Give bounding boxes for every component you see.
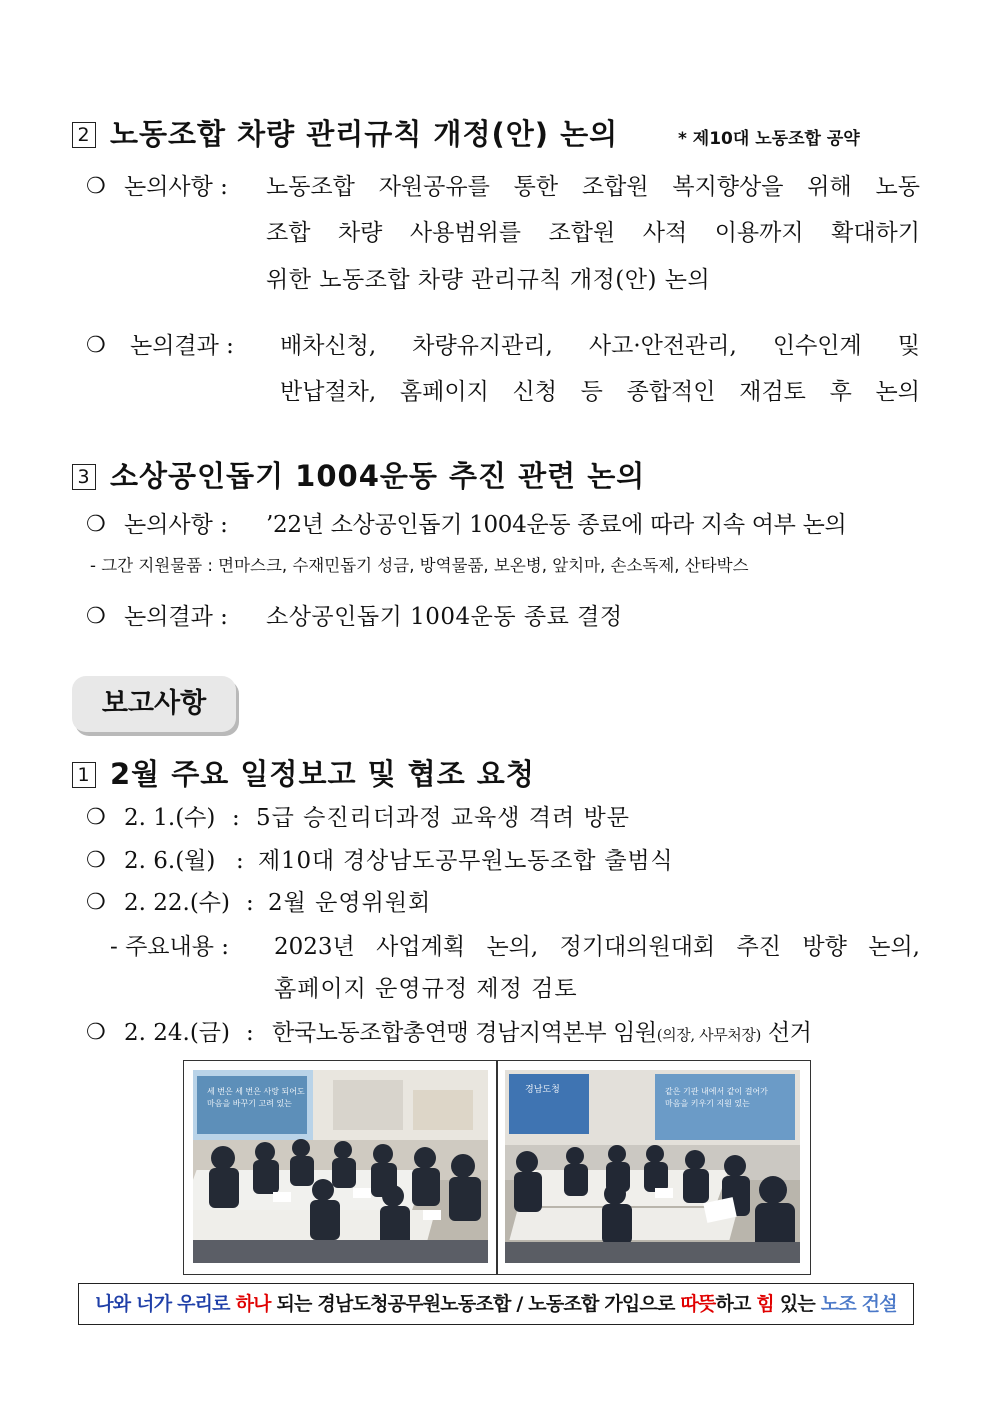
schedule-text: 제10대 경상남도공무원노동조합 출범식 [258,848,674,874]
schedule-text: 2월 운영위원회 [268,890,432,916]
section-3-heading [72,454,645,495]
banner-text: 세 번은 세 번은 사랑 되어도 [207,1087,305,1096]
schedule-text: 한국노동조합총연맹 경남지역본부 임원 [272,1020,657,1046]
item-text: ’22년 소상공인돕기 1004운동 종료에 따라 지속 여부 논의 [266,512,847,538]
detail-text-line: 2023년 사업계획 논의, 정기대의원대회 추진 방향 논의, [274,934,920,960]
bullet-circle-icon: ❍ [86,848,106,873]
bullet-circle-icon: ❍ [86,805,106,830]
schedule-sep: : [246,1020,254,1046]
slogan-part: 되는 경남도청공무원노동조합 / 노동조합 가입으로 [276,1293,675,1315]
bullet-circle-icon: ❍ [86,174,106,199]
meeting-photo-right-image [505,1070,800,1263]
schedule-sep: : [232,805,240,831]
photo-divider [496,1061,498,1274]
slogan-part: 하나 [235,1293,271,1315]
photo-frame [183,1060,811,1275]
banner-text: 마음을 키우기 지원 있는 [665,1099,750,1108]
section-title: 노동조합 차량 관리규칙 개정(안) 논의 [110,117,619,151]
bullet-circle-icon: ❍ [86,1020,106,1045]
item-text-line: 배차신청, 차량유지관리, 사고·안전관리, 인수인계 및 [280,333,920,359]
meeting-photo-left-image [193,1070,488,1263]
schedule-text-wrap [272,1018,811,1050]
section-2-heading [72,112,618,153]
item-label: 논의사항 : [124,174,228,200]
section-number-box: 2 [72,122,96,148]
schedule-tail: 선거 [767,1020,812,1046]
meeting-photo-left [193,1070,488,1263]
item-text: 소상공인돕기 1004운동 종료 결정 [266,604,623,630]
schedule-date: 2. 22.(수) [124,890,230,916]
sign-text: 경남도청 [525,1085,560,1095]
schedule-text: 5급 승진리더과정 교육생 격려 방문 [256,805,630,831]
banner-text: 마음을 바꾸기 고려 있는 [207,1099,292,1108]
slogan-part: 나와 너가 우리로 [95,1293,230,1315]
slogan-part: 노조 건설 [820,1293,897,1315]
pledge-note: * 제10대 노동조합 공약 [678,129,860,149]
section-title: 소상공인돕기 1004운동 추진 관련 논의 [110,459,646,493]
schedule-date: 2. 24.(금) [124,1020,230,1046]
bullet-circle-icon: ❍ [86,890,106,915]
slogan-part: 있는 [779,1293,815,1315]
bullet-circle-icon: ❍ [86,333,106,358]
item-label: 논의사항 : [124,512,228,538]
schedule-date: 2. 6.(월) [124,848,216,874]
section-title: 2월 주요 일정보고 및 협조 요청 [110,757,535,791]
item-label: 논의결과 : [124,604,228,630]
section-number-box: 3 [72,464,96,490]
slogan-banner [78,1283,914,1325]
schedule-date: 2. 1.(수) [124,805,216,831]
section-number-box: 1 [72,762,96,788]
slogan-part: 힘 [756,1293,774,1315]
schedule-sep: : [246,890,254,916]
meeting-photo-right [505,1070,800,1263]
banner-text: 같은 기관 내에서 같이 걸어가 [665,1087,768,1096]
schedule-sep: : [236,848,244,874]
slogan-part: 따뜻 [680,1293,716,1315]
item-text-line: 노동조합 자원공유를 통한 조합원 복지향상을 위해 노동 [266,174,920,200]
detail-label: - 주요내용 : [110,934,230,960]
item-text-line: 위한 노동조합 차량 관리규칙 개정(안) 논의 [266,267,711,293]
bullet-circle-icon: ❍ [86,512,106,537]
item-text-line: 조합 차량 사용범위를 조합원 사적 이용까지 확대하기 [266,220,920,246]
bullet-circle-icon: ❍ [86,604,106,629]
report-heading [72,752,535,793]
item-label: 논의결과 : [130,333,234,359]
support-items-note: - 그간 지원물품 : 면마스크, 수재민돕기 성금, 방역물품, 보온병, 앞치마, 손소독제, 산타박스 [90,556,749,575]
detail-text-line: 홈페이지 운영규정 제정 검토 [274,976,578,1002]
item-text-line: 반납절차, 홈페이지 신청 등 종합적인 재검토 후 논의 [280,379,920,405]
schedule-small-note: (의장, 사무처장) [656,1026,761,1044]
report-section-label: 보고사항 [72,676,236,732]
slogan-part: 하고 [715,1293,751,1315]
